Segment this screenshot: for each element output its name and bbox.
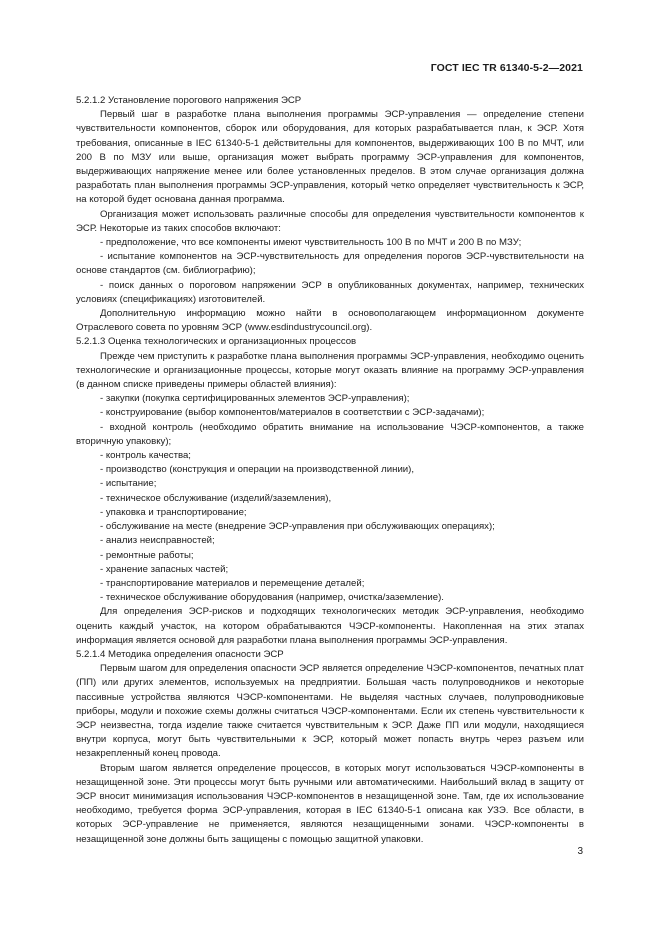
list-item: - предположение, что все компоненты имеют чувствительность 100 В по МЧТ и 200 В по МЗУ; xyxy=(100,237,522,249)
paragraph: Прежде чем приступить к разработке плана выполнения программы ЭСР-управления, необходимо оценить технологические и организационные процессы, которые могут оказать влияние на программу ЭСР-управления (в данном списке приведены примеры областей влияния): xyxy=(76,350,584,391)
document-header: ГОСТ IEC TR 61340-5-2—2021 xyxy=(430,62,583,74)
list-item: - техническое обслуживание оборудования (например, очистка/заземление). xyxy=(100,592,444,604)
list-item: - хранение запасных частей; xyxy=(100,563,229,575)
paragraph: Вторым шагом является определение процессов, в которых могут использоваться ЧЭСР-компоненты в незащищенной зоне. Эти процессы могут быть ручными или автоматическими. Наибольший вклад в защиту от ЭСР вносит минимизация использования ЧЭСР-компонентов в незащищенной зоне. Там, где их использование необходимо, требуется форма ЭСР-управления, которая в IEC 61340-5-1 описана как УЗЭ. Все области, в которых ЭСР-управление не применяется, являются незащищенными зонами. ЧЭСР-компоненты в незащищенной зоне должны быть защищены с помощью защитной упаковки. xyxy=(76,762,584,845)
list-item: - контроль качества; xyxy=(100,450,191,462)
list-item: - обслуживание на месте (внедрение ЭСР-управления при обслуживающих операциях); xyxy=(100,521,495,533)
list-item: - поиск данных о пороговом напряжении ЭСР в опубликованных документах, например, технических условиях (спецификациях) изготовителей. xyxy=(76,279,584,305)
list-item: - испытание компонентов на ЭСР-чувствительность для определения порогов ЭСР-чувствительности на основе стандартов (см. библиографию); xyxy=(76,251,584,277)
list-item: - испытание; xyxy=(100,478,157,490)
section-heading: 5.2.1.2 Установление порогового напряжения ЭСР xyxy=(76,95,302,106)
list-item: - упаковка и транспортирование; xyxy=(100,506,247,518)
list-item: - ремонтные работы; xyxy=(100,549,194,561)
list-item: - анализ неисправностей; xyxy=(100,535,215,547)
list-item: - закупки (покупка сертифицированных элементов ЭСР-управления); xyxy=(100,393,410,405)
paragraph: Первый шаг в разработке плана выполнения программы ЭСР-управления — определение степени чувствительности компонентов, сборок или оборудования, для которых разрабатывается план, к ЭСР. Хотя требования, описанные в IEC 61340-5-1 действительны для компонентов, выдерживающих 100 В по МЧТ, или 200 В по МЗУ или выше, организация может выбрать программу ЭСР-управления для компонентов, выдерживающих напряжение менее или более установленных пределов. В этом случае организация должна разработать план выполнения программы ЭСР-управления, который четко определяет чувствительность к ЭСР, на которой будет основана данная программа. xyxy=(76,109,584,206)
document-body xyxy=(76,94,584,847)
paragraph: Организация может использовать различные способы для определения чувствительности компонентов к ЭСР. Некоторые из таких способов включают: xyxy=(76,208,584,234)
list-item: - конструирование (выбор компонентов/материалов в соответствии с ЭСР-задачами); xyxy=(100,407,485,419)
section-heading: 5.2.1.3 Оценка технологических и организационных процессов xyxy=(76,336,357,348)
page-number: 3 xyxy=(577,846,583,857)
list-item: - входной контроль (необходимо обратить внимание на использование ЧЭСР-компонентов, а также вторичную упаковку); xyxy=(76,421,584,447)
paragraph: Для определения ЭСР-рисков и подходящих технологических методик ЭСР-управления, необходимо оценить каждый участок, на котором обрабатываются ЧЭСР-компоненты. Накопленная на этих этапах информация является основой для разработки плана выполнения программы ЭСР-управления. xyxy=(76,606,584,646)
list-item: - производство (конструкция и операции на производственной линии), xyxy=(100,464,415,476)
list-item: - техническое обслуживание (изделий/заземления), xyxy=(100,492,332,504)
paragraph: Дополнительную информацию можно найти в основополагающем информационном документе Отраслевого совета по уровням ЭСР (www.esdindustrycouncil.org). xyxy=(76,308,584,334)
paragraph: Первым шагом для определения опасности ЭСР является определение ЧЭСР-компонентов, печатных плат (ПП) или других элементов, используемых на предприятии. Большая часть полупроводников и некоторые пассивные устройства являются ЧЭСР-компонентами. Не выделяя частных случаев, полупроводниковые приборы, модули и похожие схемы должны считаться ЧЭСР-компонентами. Если их степень чувствительности к ЭСР неизвестна, тогда изделие также считается чувствительным к ЭСР. Даже ПП или модули, находящиеся внутри корпуса, могут быть чувствительными к ЭСР, который может попасть внутрь через разъем или незакрепленный конец провода. xyxy=(76,663,584,760)
section-heading: 5.2.1.4 Методика определения опасности ЭСР xyxy=(76,648,284,660)
list-item: - транспортирование материалов и перемещение деталей; xyxy=(100,577,365,589)
